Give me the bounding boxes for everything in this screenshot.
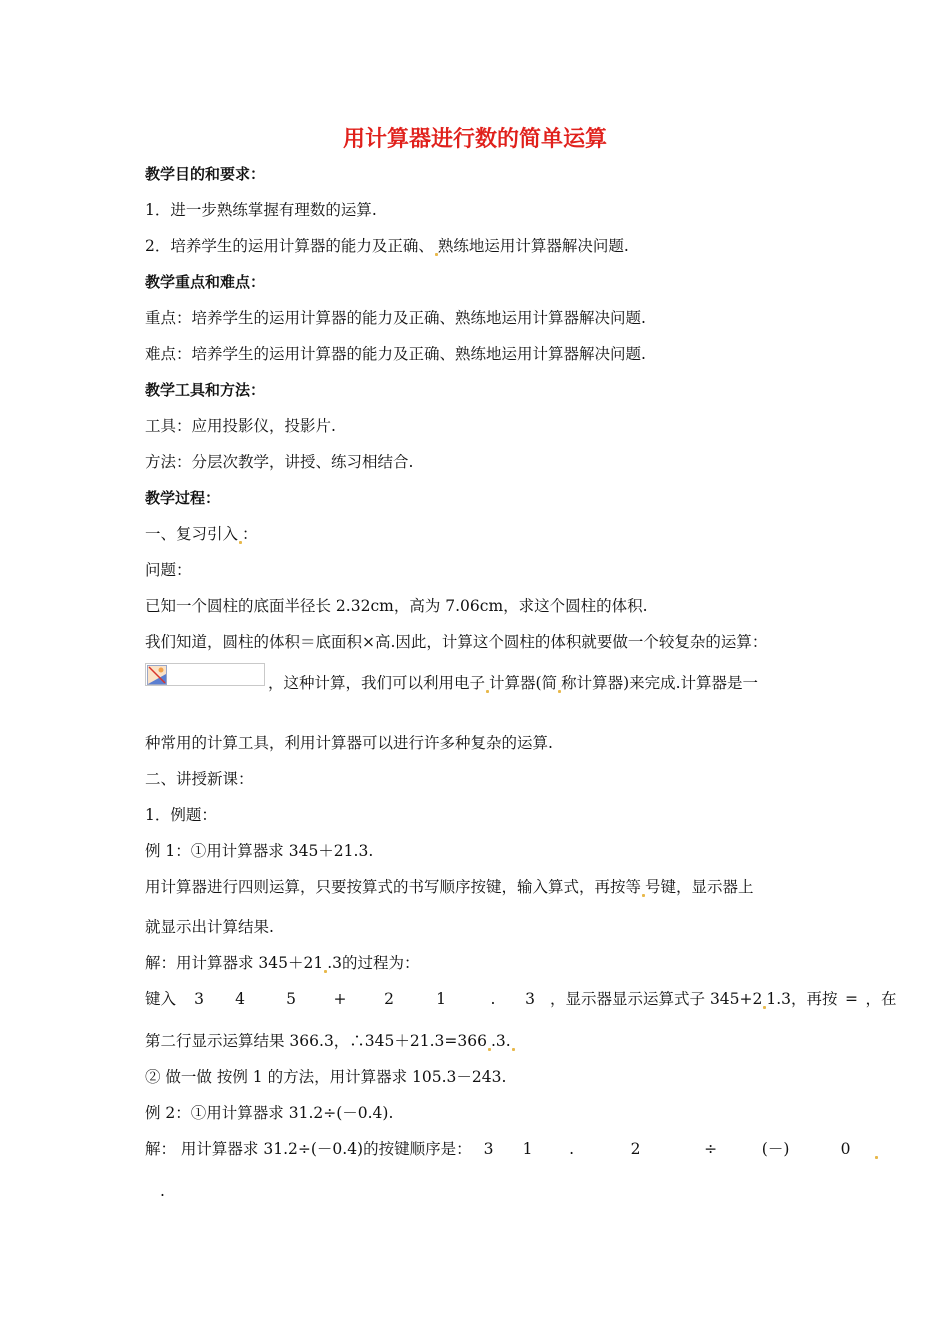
example-2: 例 2：①用计算器求 31.2÷(－0.4). xyxy=(145,1104,394,1122)
focus-difficulty: 难点：培养学生的运用计算器的能力及正确、熟练地运用计算器解决问题. xyxy=(145,345,646,363)
example-1-explanation xyxy=(145,877,754,897)
focus-key-point: 重点：培养学生的运用计算器的能力及正确、熟练地运用计算器解决问题. xyxy=(145,309,646,327)
calc-key: 3 xyxy=(194,990,204,1008)
example-1-solution-b: .3 xyxy=(327,954,343,972)
calculator-intro-c: 称计算器)来完成.计算器是一 xyxy=(561,674,759,692)
question-text: 已知一个圆柱的底面半径长 2.32cm，高为 7.06cm，求这个圆柱的体积. xyxy=(145,597,648,615)
review-heading xyxy=(145,524,258,544)
example-1-explanation-cont: 就显示出计算结果. xyxy=(145,918,274,936)
key-equals: = xyxy=(845,990,859,1008)
new-lesson-heading: 二、讲授新课： xyxy=(145,770,254,788)
key-sequence-tail-b: 1.3，再按 xyxy=(766,990,838,1008)
mark-icon xyxy=(512,1048,515,1051)
calc-key: . xyxy=(490,990,496,1008)
example-1-solution-c: 的过程为： xyxy=(342,954,420,972)
example-1-result-b: .3. xyxy=(490,1032,511,1050)
tools-line: 工具：应用投影仪，投影片. xyxy=(145,417,336,435)
try-it-exercise: ② 做一做 按例 1 的方法，用计算器求 105.3－243. xyxy=(145,1068,507,1086)
section-heading-focus: 教学重点和难点： xyxy=(145,273,266,291)
goal-2-part-a: 2．培养学生的运用计算器的能力及正确、 xyxy=(145,237,434,255)
key-sequence-tail-a: ，显示器显示运算式子 345+2 xyxy=(550,990,763,1008)
volume-explanation: 我们知道，圆柱的体积＝底面积×高.因此，计算这个圆柱的体积就要做一个较复杂的运算： xyxy=(145,633,768,651)
calc-key: 2 xyxy=(384,990,394,1008)
example-1-solution xyxy=(145,953,420,973)
calc2-key: 3 xyxy=(483,1140,494,1158)
review-text: 一、复习引入 xyxy=(145,525,239,543)
broken-image-icon xyxy=(147,665,167,685)
calculator-intro-a: ，这种计算，我们可以利用电子 xyxy=(268,674,486,692)
key-sequence-tail-c: ，在 xyxy=(865,990,897,1008)
example-1-explanation-a: 用计算器进行四则运算，只要按算式的书写顺序按键，输入算式，再按等 xyxy=(145,878,642,896)
calc2-key: 0 xyxy=(840,1140,851,1158)
key-sequence xyxy=(192,990,550,1008)
goal-2-part-b: 熟练地运用计算器解决问题. xyxy=(437,237,629,255)
goal-1: 1．进一步熟练掌握有理数的运算. xyxy=(145,201,377,219)
key-sequence-label: 键入 xyxy=(145,990,177,1008)
calc2-key: . xyxy=(569,1140,575,1158)
calculator-intro-cont: 种常用的计算工具，利用计算器可以进行许多种复杂的运算. xyxy=(145,734,553,752)
calc2-key: 2 xyxy=(630,1140,641,1158)
examples-heading: 1．例题： xyxy=(145,806,217,824)
example-2-solution xyxy=(145,1139,878,1159)
example-1-result-a: 第二行显示运算结果 366.3，∴345＋21.3=366 xyxy=(145,1032,487,1050)
calc2-key: (－) xyxy=(761,1140,790,1158)
example-1-solution-a: 解：用计算器求 345＋21 xyxy=(145,954,324,972)
calc-key: 1 xyxy=(436,990,446,1008)
calc-key: + xyxy=(333,990,347,1008)
example-2-solution-text: 解： 用计算器求 31.2÷(－0.4)的按键顺序是： xyxy=(145,1140,472,1158)
methods-line: 方法：分层次教学，讲授、练习相结合. xyxy=(145,453,414,471)
section-heading-goals: 教学目的和要求： xyxy=(145,165,266,183)
section-heading-tools: 教学工具和方法： xyxy=(145,381,266,399)
section-heading-process: 教学过程： xyxy=(145,489,221,507)
key-sequence-2 xyxy=(482,1140,874,1158)
key-sequence-line xyxy=(145,989,897,1009)
formula-image-placeholder xyxy=(145,663,265,686)
review-colon: ： xyxy=(242,525,258,543)
page-title: 用计算器进行数的简单运算 xyxy=(342,127,607,152)
example-1-result xyxy=(145,1031,515,1051)
example-1: 例 1：①用计算器求 345＋21.3. xyxy=(145,842,374,860)
calc-key: 3 xyxy=(525,990,535,1008)
calculator-intro-b: 计算器(简 xyxy=(489,674,558,692)
calc-key: 4 xyxy=(235,990,245,1008)
calculator-intro xyxy=(268,673,758,693)
example-1-explanation-b: 号键，显示器上 xyxy=(645,878,754,896)
calc2-key: ÷ xyxy=(704,1140,718,1158)
goal-2 xyxy=(145,236,629,256)
trailing-period: . xyxy=(160,1182,165,1200)
question-label: 问题： xyxy=(145,561,192,579)
calc-key: 5 xyxy=(286,990,296,1008)
calc2-key: 1 xyxy=(522,1140,533,1158)
mark-icon xyxy=(875,1156,878,1159)
